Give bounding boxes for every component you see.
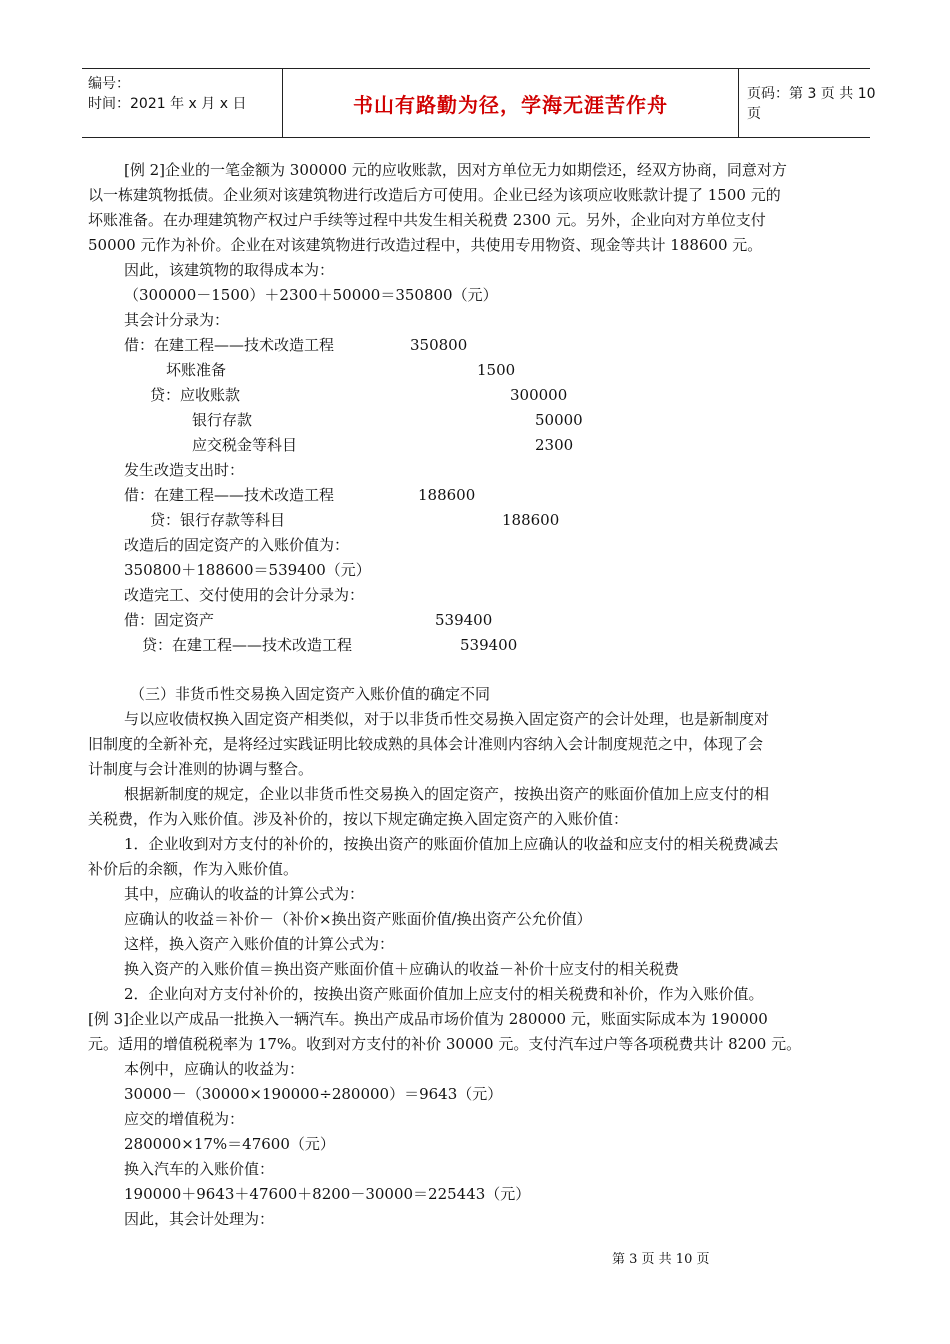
text-line: 其中，应确认的收益的计算公式为： — [124, 885, 365, 903]
text-line: 应交的增值税为： — [124, 1110, 245, 1128]
formula-line: 280000×17%＝47600（元） — [124, 1135, 335, 1153]
formula-line: 30000－（30000×190000÷280000）＝9643（元） — [124, 1085, 503, 1103]
header-meta — [82, 69, 282, 137]
text-line: 换入汽车的入账价值： — [124, 1160, 275, 1178]
journal-entry-account: 银行存款 — [192, 411, 253, 429]
text-line: 因此，该建筑物的取得成本为： — [124, 261, 335, 279]
text-line: 2．企业向对方支付补价的，按换出资产账面价值加上应支付的相关税费和补价，作为入账价值。 — [124, 985, 764, 1003]
text-line: 350800＋188600＝539400（元） — [124, 561, 371, 579]
header-page-cell — [737, 69, 880, 137]
journal-entry-account: 坏账准备 — [166, 361, 227, 379]
journal-entry-amount: 2300 — [535, 436, 574, 454]
header-page-number: 页码：第 3 页 共 10 页 — [747, 86, 876, 122]
page-footer: 第 3 页 共 10 页 — [612, 1252, 710, 1267]
text-line: 与以应收债权换入固定资产相类似，对于以非货币性交易换入固定资产的会计处理，也是新制度对 — [124, 710, 770, 728]
section-heading: （三）非货币性交易换入固定资产入账价值的确定不同 — [130, 685, 491, 703]
text-line: 发生改造支出时： — [124, 461, 245, 479]
journal-entry-account: 贷：银行存款等科目 — [150, 511, 286, 529]
text-line: 根据新制度的规定，企业以非货币性交易换入的固定资产，按换出资产的账面价值加上应支付的相 — [124, 785, 770, 803]
text-line: 以一栋建筑物抵债。企业须对该建筑物进行改造后方可使用。企业已经为该项应收账款计提了 1500 元的 — [88, 186, 781, 204]
text-line: 1．企业收到对方支付的补价的，按换出资产的账面价值加上应确认的收益和应支付的相关税费减去 — [124, 835, 779, 853]
text-line: 这样，换入资产入账价值的计算公式为： — [124, 935, 395, 953]
text-line: 元。适用的增值税税率为 17%。收到对方支付的补价 30000 元。支付汽车过户等各项税费共计 8200 元。 — [88, 1035, 802, 1053]
text-line: 计制度与会计准则的协调与整合。 — [88, 760, 314, 778]
text-line: 改造后的固定资产的入账价值为： — [124, 536, 350, 554]
text-line: 坏账准备。在办理建筑物产权过户手续等过程中共发生相关税费 2300 元。另外，企业向对方单位支付 — [88, 211, 766, 229]
journal-entry-amount: 188600 — [502, 511, 560, 529]
header-motto-cell — [282, 69, 739, 137]
journal-entry-account: 贷：应收账款 — [150, 386, 241, 404]
journal-entry-account: 借：固定资产 — [124, 611, 215, 629]
text-line: [例 3]企业以产成品一批换入一辆汽车。换出产成品市场价值为 280000 元，账面实际成本为 190000 — [88, 1010, 768, 1028]
text-line: 本例中，应确认的收益为： — [124, 1060, 305, 1078]
text-line: 旧制度的全新补充，是将经过实践证明比较成熟的具体会计准则内容纳入会计制度规范之中，体现了会 — [88, 735, 764, 753]
text-line: 改造完工、交付使用的会计分录为： — [124, 586, 365, 604]
journal-entry-amount: 539400 — [460, 636, 518, 654]
journal-entry-amount: 539400 — [435, 611, 493, 629]
doc-number-label: 编号： — [88, 76, 130, 92]
journal-entry-account: 贷：在建工程——技术改造工程 — [142, 636, 353, 654]
journal-entry-amount: 50000 — [535, 411, 583, 429]
text-line: 关税费，作为入账价值。涉及补价的，按以下规定确定换入固定资产的入账价值： — [88, 810, 629, 828]
text-line: 其会计分录为： — [124, 311, 230, 329]
header-motto: 书山有路勤为径，学海无涯苦作舟 — [353, 92, 668, 117]
journal-entry-amount: 188600 — [418, 486, 476, 504]
journal-entry-account: 借：在建工程——技术改造工程 — [124, 486, 335, 504]
journal-entry-amount: 1500 — [477, 361, 516, 379]
text-line: （300000－1500）＋2300＋50000＝350800（元） — [124, 286, 498, 304]
text-line: 因此，其会计处理为： — [124, 1210, 275, 1228]
formula-line: 190000＋9643＋47600＋8200－30000＝225443（元） — [124, 1185, 531, 1203]
page-header — [82, 68, 876, 138]
formula-line: 应确认的收益＝补价－（补价×换出资产账面价值/换出资产公允价值） — [124, 910, 592, 928]
journal-entry-account: 借：在建工程——技术改造工程 — [124, 336, 335, 354]
text-line: 50000 元作为补价。企业在对该建筑物进行改造过程中，共使用专用物资、现金等共计 188600 元。 — [88, 236, 763, 254]
text-line: [例 2]企业的一笔金额为 300000 元的应收账款，因对方单位无力如期偿还，经双方协商，同意对方 — [124, 161, 787, 179]
journal-entry-amount: 300000 — [510, 386, 568, 404]
journal-entry-amount: 350800 — [410, 336, 468, 354]
text-line: 补价后的余额，作为入账价值。 — [88, 860, 299, 878]
journal-entry-account: 应交税金等科目 — [192, 436, 298, 454]
doc-time-label: 时间：2021 年 x 月 x 日 — [88, 96, 247, 112]
formula-line: 换入资产的入账价值＝换出资产账面价值＋应确认的收益－补价十应支付的相关税费 — [124, 960, 680, 978]
